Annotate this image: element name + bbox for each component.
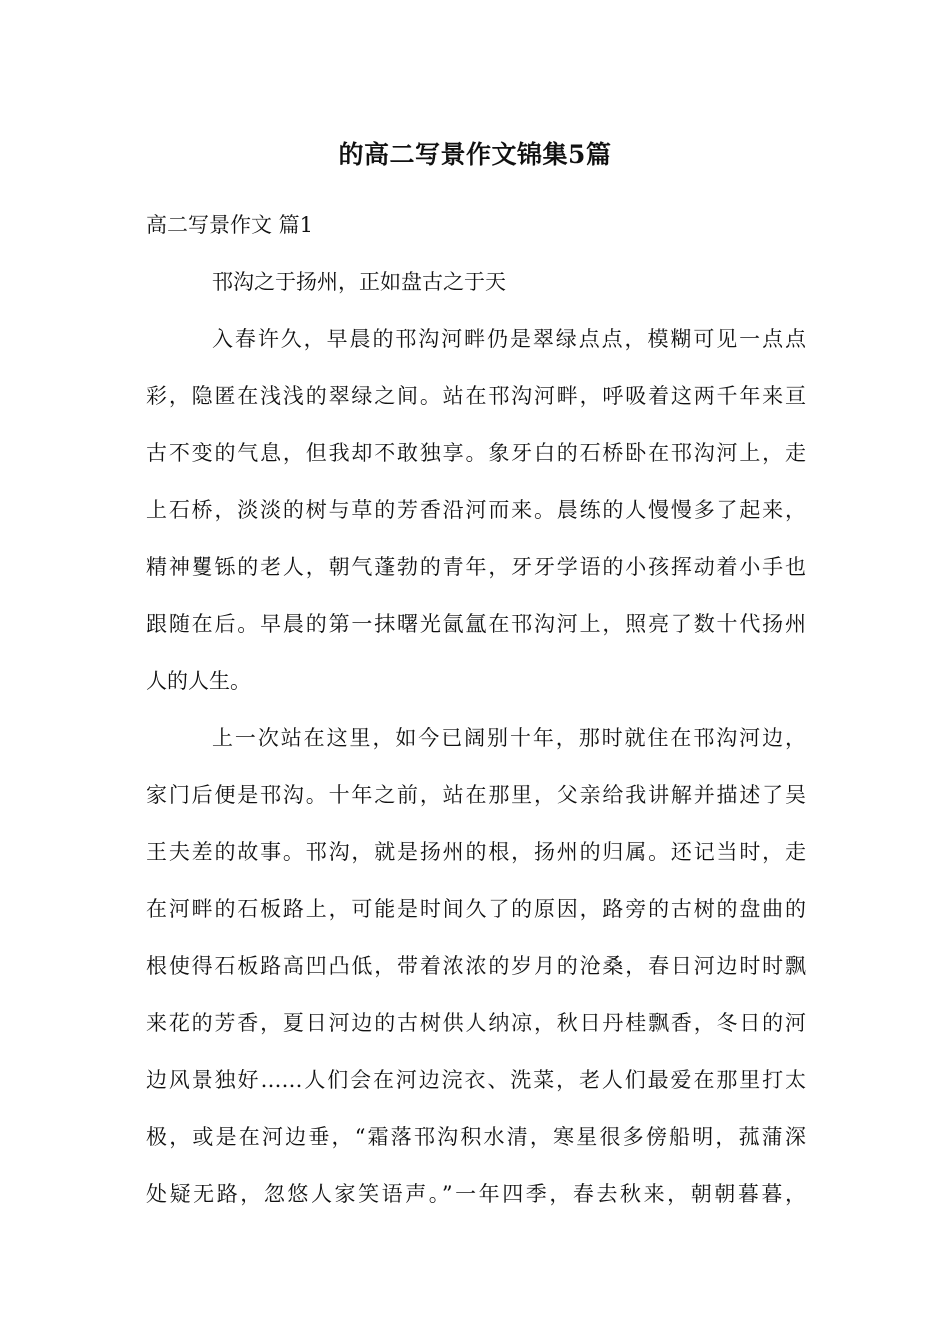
paragraph-line: 上石桥，淡淡的树与草的芳香沿河而来。晨练的人慢慢多了起来， <box>146 498 806 522</box>
paragraph-line: 来花的芳香，夏日河边的古树供人纳凉，秋日丹桂飘香，冬日的河 <box>146 1011 806 1035</box>
paragraph-line: 边风景独好……人们会在河边浣衣、洗菜，老人们最爱在那里打太 <box>146 1068 806 1092</box>
paragraph-line: 王夫差的故事。邗沟，就是扬州的根，扬州的归属。还记当时，走 <box>146 840 806 864</box>
paragraph-line: 家门后便是邗沟。十年之前，站在那里，父亲给我讲解并描述了吴 <box>146 783 806 807</box>
paragraph-line: 上一次站在这里，如今已阔别十年，那时就住在邗沟河边， <box>212 726 806 750</box>
essay-subtitle: 邗沟之于扬州，正如盘古之于天 <box>212 270 506 294</box>
paragraph-line: 人的人生。 <box>146 669 251 693</box>
section-heading: 高二写景作文 篇1 <box>146 213 314 237</box>
paragraph-line: 精神矍铄的老人，朝气蓬勃的青年，牙牙学语的小孩挥动着小手也 <box>146 555 806 579</box>
paragraph-line: 根使得石板路高凹凸低，带着浓浓的岁月的沧桑，春日河边时时飘 <box>146 954 806 978</box>
document-title: 的高二写景作文锦集5篇 <box>338 140 612 169</box>
paragraph-line: 在河畔的石板路上，可能是时间久了的原因，路旁的古树的盘曲的 <box>146 897 806 921</box>
paragraph-line: 处疑无路，忽悠人家笑语声。”一年四季，春去秋来，朝朝暮暮， <box>146 1182 806 1206</box>
paragraph-line: 跟随在后。早晨的第一抹曙光氤氲在邗沟河上，照亮了数十代扬州 <box>146 612 806 636</box>
paragraph-line: 古不变的气息，但我却不敢独享。象牙白的石桥卧在邗沟河上，走 <box>146 441 806 465</box>
paragraph-line: 入春许久，早晨的邗沟河畔仍是翠绿点点，模糊可见一点点 <box>212 327 806 351</box>
paragraph-line: 彩，隐匿在浅浅的翠绿之间。站在邗沟河畔，呼吸着这两千年来亘 <box>146 384 806 408</box>
paragraph-line: 极，或是在河边垂，“霜落邗沟积水清，寒星很多傍船明，菰蒲深 <box>146 1125 806 1149</box>
